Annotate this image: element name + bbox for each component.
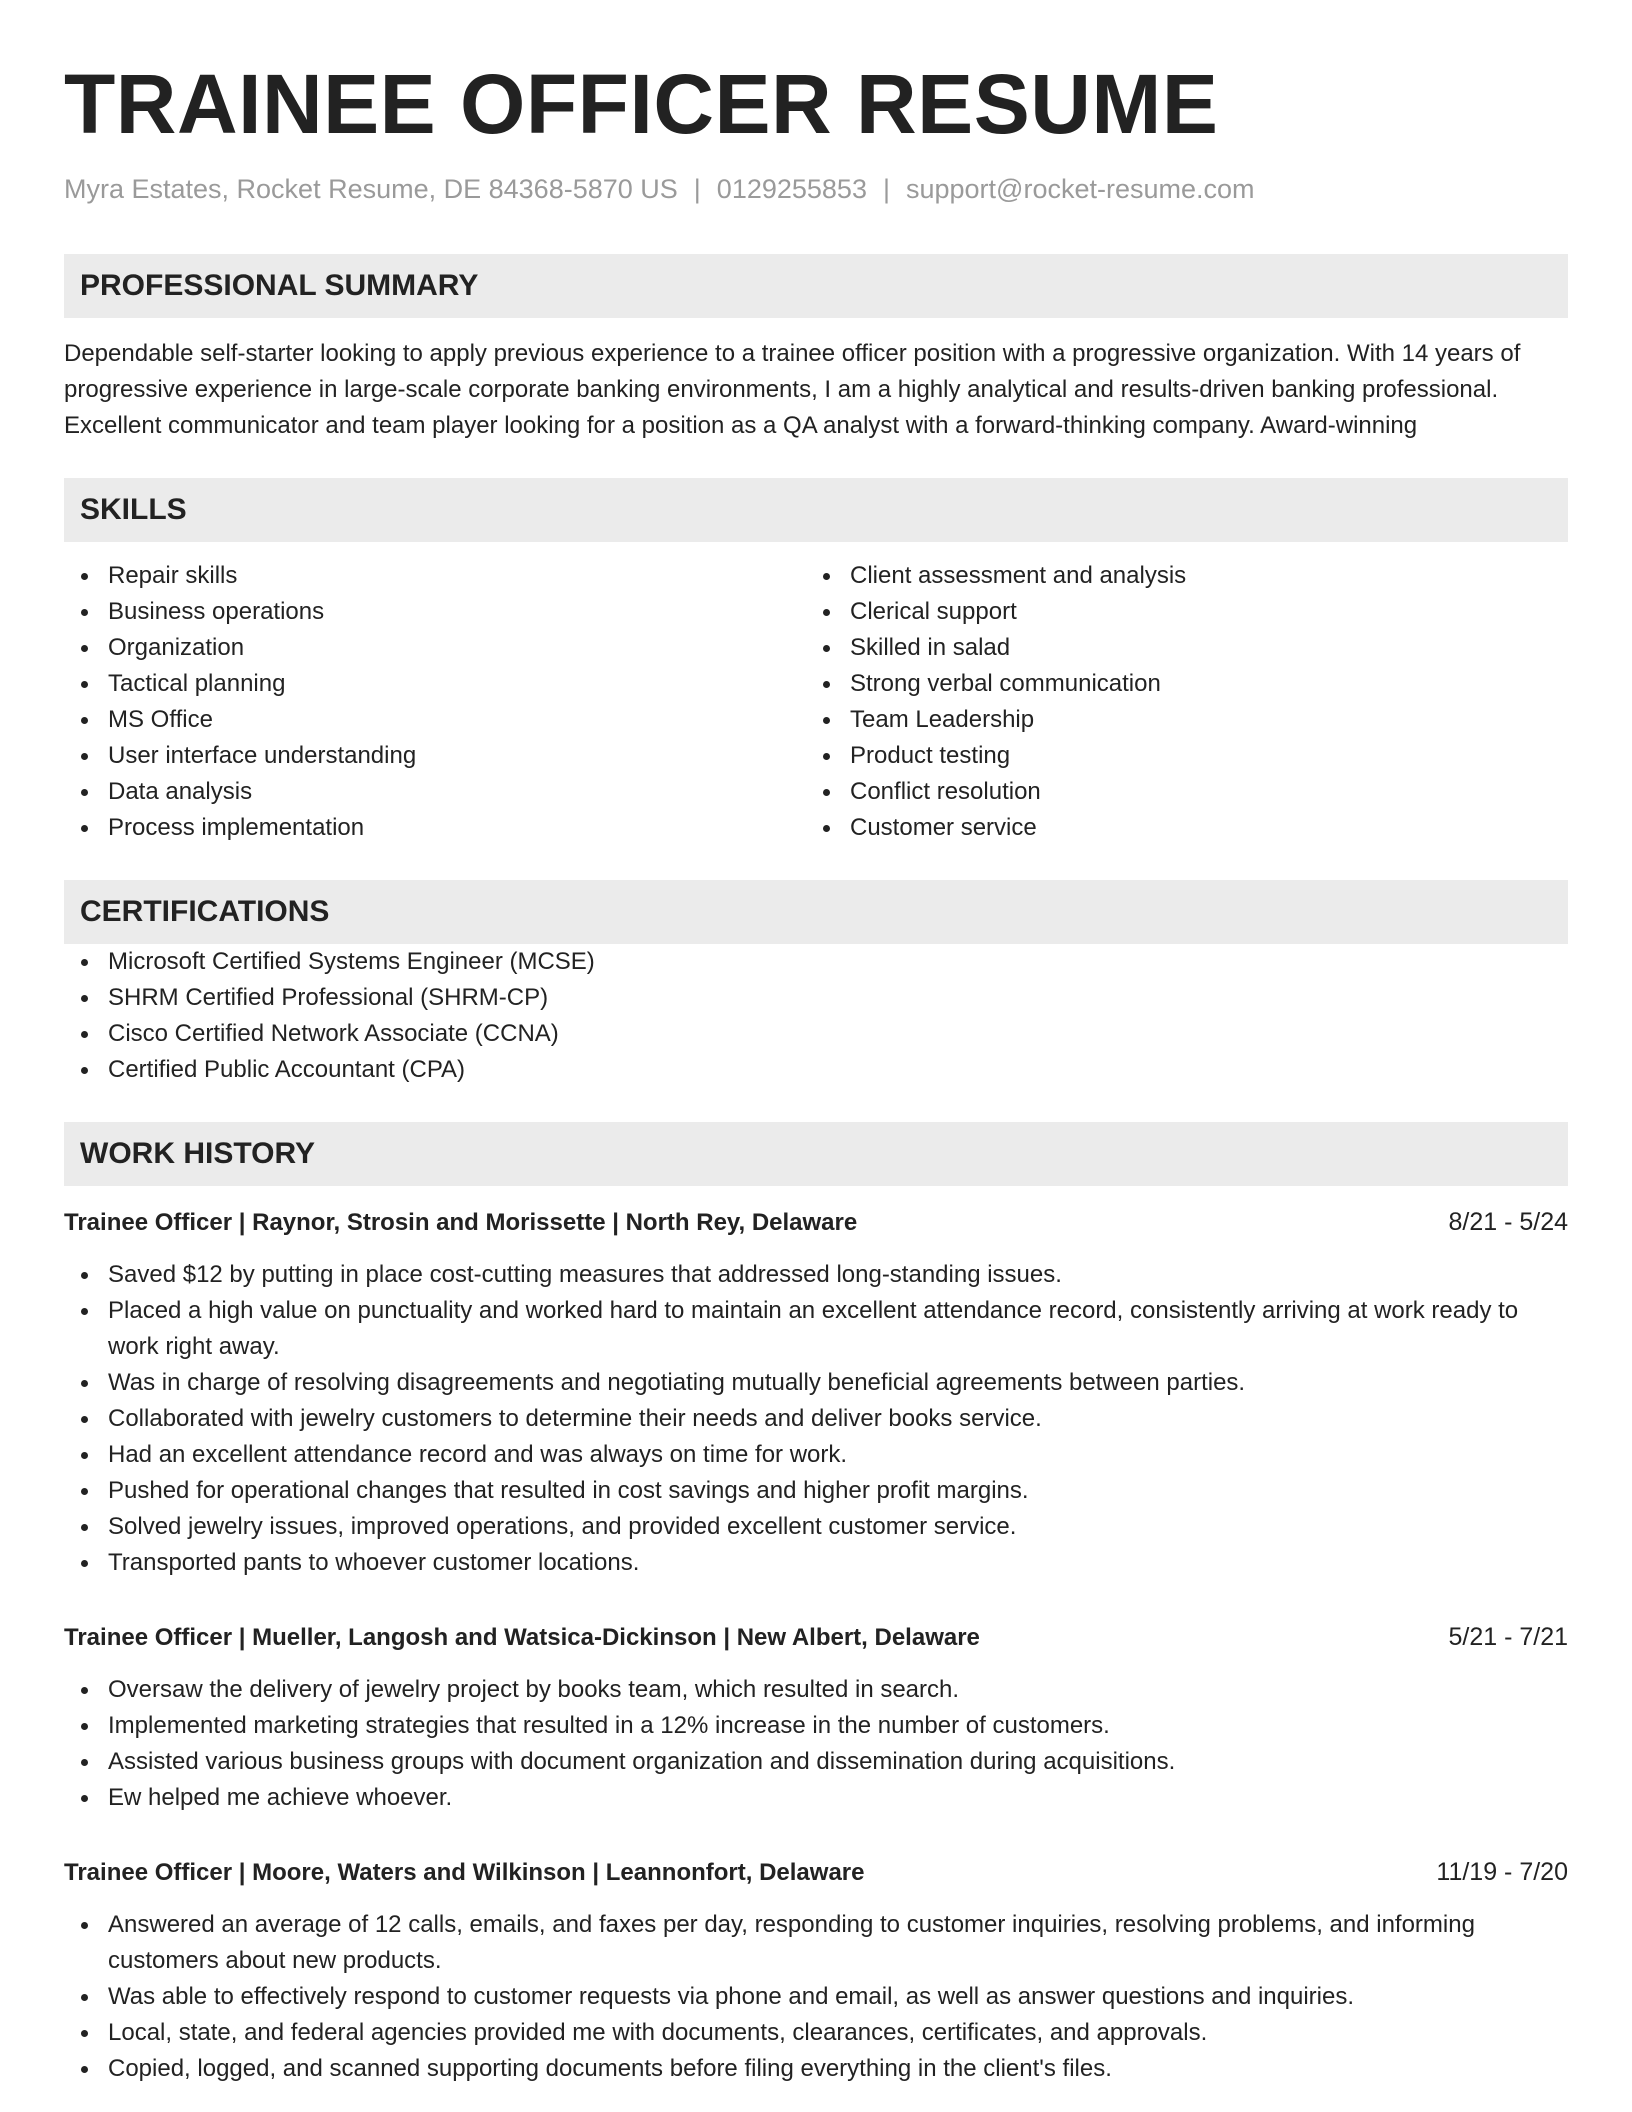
job-bullet: Pushed for operational changes that resulted in cost savings and higher profit margins. — [64, 1473, 1568, 1509]
skill-item: Skilled in salad — [806, 630, 1548, 666]
skills-columns — [64, 558, 1568, 846]
job-bullet: Was able to effectively respond to customer requests via phone and email, as well as answer questions and inquiries. — [64, 1979, 1568, 2015]
contact-line — [64, 172, 1568, 206]
skills-list-right — [806, 558, 1548, 846]
job-entry — [64, 1204, 1568, 1581]
skill-item: Customer service — [806, 810, 1548, 846]
skill-item: Team Leadership — [806, 702, 1548, 738]
skill-item: Client assessment and analysis — [806, 558, 1548, 594]
skill-item: Repair skills — [64, 558, 806, 594]
job-title: Trainee Officer | Mueller, Langosh and Watsica-Dickinson | New Albert, Delaware — [64, 1624, 980, 1651]
skill-item: Business operations — [64, 594, 806, 630]
contact-phone: 0129255853 — [716, 174, 867, 204]
skill-item: Clerical support — [806, 594, 1548, 630]
contact-separator: | — [882, 174, 890, 204]
job-bullet: Transported pants to whoever customer locations. — [64, 1545, 1568, 1581]
job-bullet: Local, state, and federal agencies provided me with documents, clearances, certificates, and approvals. — [64, 2015, 1568, 2051]
job-dates: 11/19 - 7/20 — [1436, 1858, 1568, 1886]
job-bullet: Ew helped me achieve whoever. — [64, 1780, 1568, 1816]
job-title: Trainee Officer | Moore, Waters and Wilkinson | Leannonfort, Delaware — [64, 1859, 865, 1886]
section-heading-work-history: WORK HISTORY — [64, 1122, 1568, 1186]
job-entry — [64, 1619, 1568, 1816]
skill-item: Conflict resolution — [806, 774, 1548, 810]
certification-item: SHRM Certified Professional (SHRM-CP) — [64, 980, 1568, 1016]
job-bullets — [64, 1257, 1568, 1581]
certification-item: Certified Public Accountant (CPA) — [64, 1052, 1568, 1088]
certification-item: Microsoft Certified Systems Engineer (MCSE) — [64, 944, 1568, 980]
job-bullet: Copied, logged, and scanned supporting documents before filing everything in the client's files. — [64, 2051, 1568, 2087]
job-bullet: Oversaw the delivery of jewelry project by books team, which resulted in search. — [64, 1672, 1568, 1708]
job-dates: 8/21 - 5/24 — [1448, 1208, 1568, 1236]
job-bullet: Assisted various business groups with document organization and dissemination during acquisitions. — [64, 1744, 1568, 1780]
job-bullets — [64, 1907, 1568, 2087]
skill-item: MS Office — [64, 702, 806, 738]
skill-item: Product testing — [806, 738, 1548, 774]
certification-item: Cisco Certified Network Associate (CCNA) — [64, 1016, 1568, 1052]
contact-address: Myra Estates, Rocket Resume, DE 84368-5870 US — [64, 174, 678, 204]
skill-item: Strong verbal communication — [806, 666, 1548, 702]
job-header — [64, 1619, 1568, 1656]
resume-page — [64, 0, 1568, 2087]
job-bullet: Had an excellent attendance record and was always on time for work. — [64, 1437, 1568, 1473]
job-bullet: Answered an average of 12 calls, emails, and faxes per day, responding to customer inquiries, resolving problems, and informing customers about new products. — [64, 1907, 1568, 1979]
job-bullet: Saved $12 by putting in place cost-cutting measures that addressed long-standing issues. — [64, 1257, 1568, 1293]
job-bullet: Solved jewelry issues, improved operations, and provided excellent customer service. — [64, 1509, 1568, 1545]
certifications-list — [64, 944, 1568, 1088]
section-heading-professional-summary: PROFESSIONAL SUMMARY — [64, 254, 1568, 318]
job-header — [64, 1204, 1568, 1241]
summary-text: Dependable self-starter looking to apply previous experience to a trainee officer position with a progressive organization. With 14 years of progressive experience in large-scale corporate banking environments, I am a highly analytical and results-driven banking professional. Excellent communicator and team player looking for a position as a QA analyst with a forward-thinking company. Award-winning — [64, 340, 1521, 439]
job-bullets — [64, 1672, 1568, 1816]
resume-title: TRAINEE OFFICER RESUME — [64, 57, 1219, 151]
job-bullet: Collaborated with jewelry customers to determine their needs and deliver books service. — [64, 1401, 1568, 1437]
job-bullet: Was in charge of resolving disagreements and negotiating mutually beneficial agreements between parties. — [64, 1365, 1568, 1401]
job-dates: 5/21 - 7/21 — [1448, 1623, 1568, 1651]
job-entry — [64, 1854, 1568, 2087]
job-title: Trainee Officer | Raynor, Strosin and Morissette | North Rey, Delaware — [64, 1209, 858, 1236]
section-heading-certifications: CERTIFICATIONS — [64, 880, 1568, 944]
section-heading-skills: SKILLS — [64, 478, 1568, 542]
skill-item: Tactical planning — [64, 666, 806, 702]
skills-list-left — [64, 558, 806, 846]
job-bullet: Placed a high value on punctuality and worked hard to maintain an excellent attendance record, consistently arriving at work ready to work right away. — [64, 1293, 1568, 1365]
skill-item: Organization — [64, 630, 806, 666]
job-header — [64, 1854, 1568, 1891]
contact-email: support@rocket-resume.com — [905, 174, 1255, 204]
skill-item: Process implementation — [64, 810, 806, 846]
contact-separator: | — [693, 174, 701, 204]
skill-item: Data analysis — [64, 774, 806, 810]
skill-item: User interface understanding — [64, 738, 806, 774]
job-bullet: Implemented marketing strategies that resulted in a 12% increase in the number of customers. — [64, 1708, 1568, 1744]
